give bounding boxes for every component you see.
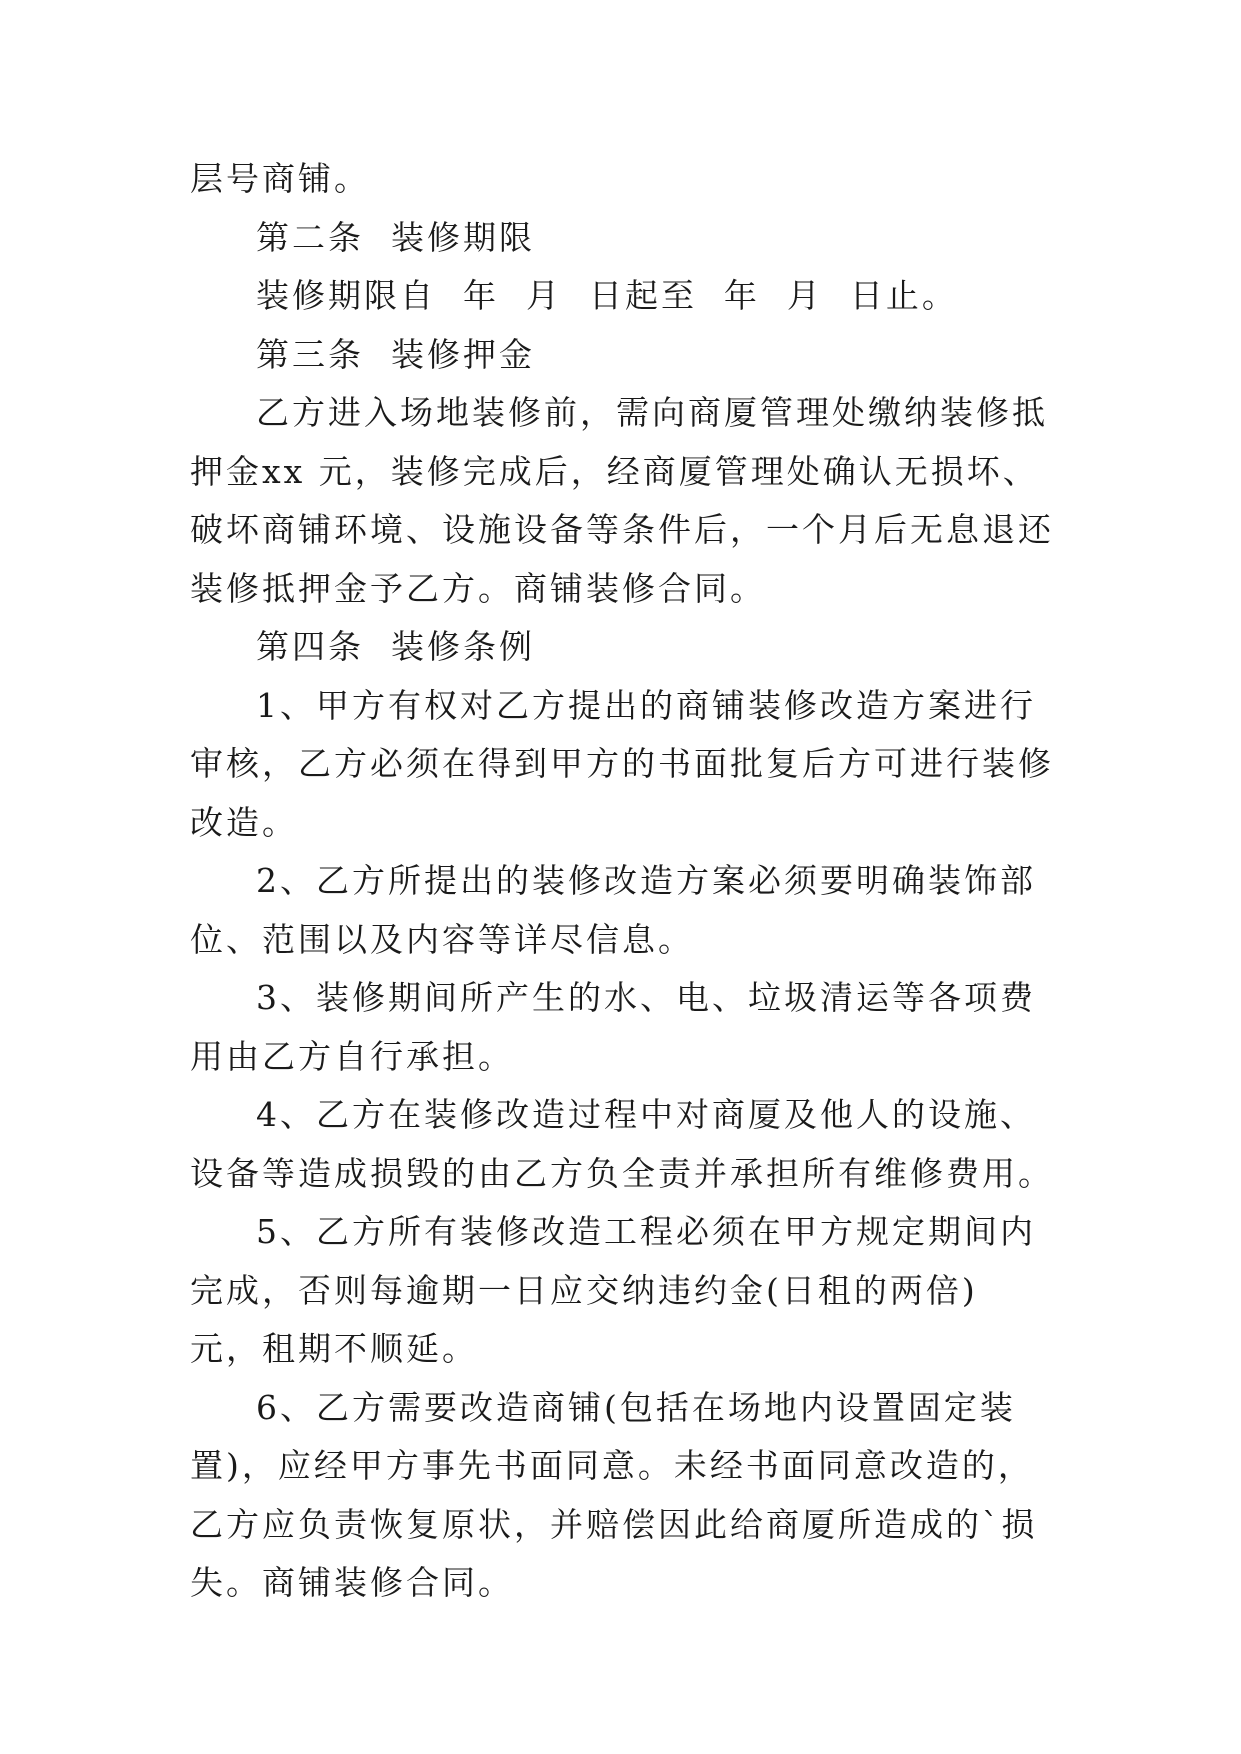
paragraph-deposit: 乙方进入场地装修前，需向商厦管理处缴纳装修抵押金xx 元，装修完成后，经商厦管理处确认无损坏、破坏商铺环境、设施设备等条件后，一个月后无息退还装修抵押金予乙方。商铺装修合同。 — [190, 393, 1054, 608]
document-page — [190, 150, 1060, 1613]
paragraph-rule-1: 1、甲方有权对乙方提出的商铺装修改造方案进行审核，乙方必须在得到甲方的书面批复后方可进行装修改造。 — [190, 685, 1054, 842]
paragraph-decoration-period: 装修期限自 年 月 日起至 年 月 日止。 — [256, 276, 958, 315]
paragraph-continuation: 层号商铺。 — [190, 159, 370, 198]
paragraph-rule-5: 5、乙方所有装修改造工程必须在甲方规定期间内完成，否则每逾期一日应交纳违约金(日租的两倍) 元，租期不顺延。 — [190, 1212, 1036, 1368]
paragraph-rule-4: 4、乙方在装修改造过程中对商厦及他人的设施、设备等造成损毁的由乙方负全责并承担所有维修费用。 — [190, 1095, 1054, 1193]
paragraph-rule-3: 3、装修期间所产生的水、电、垃圾清运等各项费用由乙方自行承担。 — [190, 978, 1036, 1076]
section-heading-article-2: 第二条 装修期限 — [256, 217, 535, 257]
paragraph-rule-2: 2、乙方所提出的装修改造方案必须要明确装饰部位、范围以及内容等详尽信息。 — [190, 861, 1036, 959]
section-heading-article-4: 第四条 装修条例 — [256, 627, 535, 666]
paragraph-rule-6: 6、乙方需要改造商铺(包括在场地内设置固定装置)，应经甲方事先书面同意。未经书面同意改造的，乙方应负责恢复原状，并赔偿因此给商厦所造成的`损失。商铺装修合同。 — [190, 1387, 1038, 1602]
section-heading-article-3: 第三条 装修押金 — [256, 334, 535, 374]
